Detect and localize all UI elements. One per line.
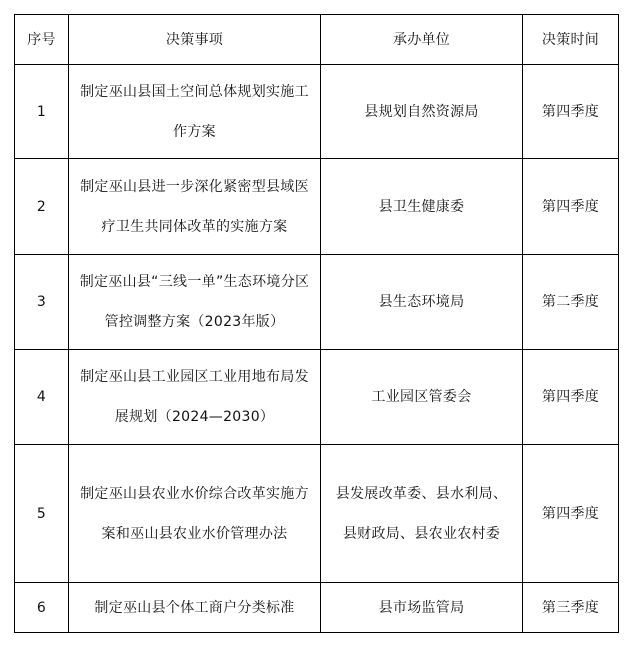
row-time: 第四季度 (523, 65, 619, 159)
table-row (15, 350, 619, 445)
header-row (15, 15, 619, 65)
row-unit: 县生态环境局 (321, 255, 523, 350)
row-time: 第三季度 (523, 583, 619, 633)
table-row (15, 159, 619, 255)
table-row (15, 445, 619, 583)
row-time: 第四季度 (523, 159, 619, 255)
row-time: 第二季度 (523, 255, 619, 350)
row-unit: 县发展改革委、县水利局、县财政局、县农业农村委 (321, 445, 523, 583)
row-item: 制定巫山县国土空间总体规划实施工作方案 (69, 65, 321, 159)
decision-table (14, 14, 619, 633)
row-time: 第四季度 (523, 445, 619, 583)
row-item: 制定巫山县进一步深化紧密型县域医疗卫生共同体改革的实施方案 (69, 159, 321, 255)
row-item: 制定巫山县“三线一单”生态环境分区管控调整方案（2023年版） (69, 255, 321, 350)
row-no: 6 (15, 583, 69, 633)
header-no: 序号 (15, 15, 69, 65)
row-time: 第四季度 (523, 350, 619, 445)
header-item: 决策事项 (69, 15, 321, 65)
row-unit: 县规划自然资源局 (321, 65, 523, 159)
row-item: 制定巫山县个体工商户分类标准 (69, 583, 321, 633)
table-row (15, 65, 619, 159)
row-no: 3 (15, 255, 69, 350)
table-row (15, 583, 619, 633)
row-item: 制定巫山县农业水价综合改革实施方案和巫山县农业水价管理办法 (69, 445, 321, 583)
table-row (15, 255, 619, 350)
row-unit: 工业园区管委会 (321, 350, 523, 445)
header-unit: 承办单位 (321, 15, 523, 65)
row-no: 5 (15, 445, 69, 583)
row-no: 2 (15, 159, 69, 255)
row-unit: 县市场监管局 (321, 583, 523, 633)
row-item: 制定巫山县工业园区工业用地布局发展规划（2024—2030） (69, 350, 321, 445)
row-no: 4 (15, 350, 69, 445)
row-unit: 县卫生健康委 (321, 159, 523, 255)
row-no: 1 (15, 65, 69, 159)
header-time: 决策时间 (523, 15, 619, 65)
